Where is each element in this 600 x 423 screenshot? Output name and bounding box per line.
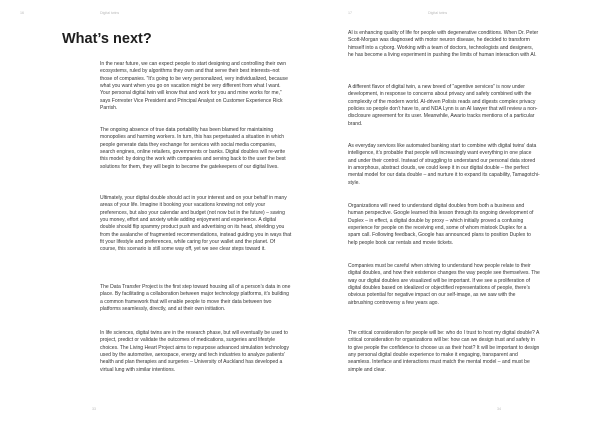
left-paragraph-3: Ultimately, your digital double should act in your interest and on your behalf in many areas of your life. Imagine it booking your vacations knowing not only your preferences, but also your calendar and budget (not now but in the future) – saving you money, effort and anxiety while adding enjoyment and experience. A digital double should flip spammy product push and advertising on its head, shielding you from the avalanche of fragmented recommendations, instead guiding you in ways that fit your lifestyle and preferences, while caring for your wallet and the planet. Of course, this scenario is still some way off, yet we see clear steps toward it.: [100, 195, 292, 253]
page-title: What’s next?: [62, 31, 152, 47]
left-paragraph-4: The Data Transfer Project is the first step toward housing all of a person’s data in one place. By facilitating a collaboration between major technology platforms, it’s building a common framework that will enable people to move their data between two platforms seamlessly, directly, and at their own initiation.: [100, 284, 291, 313]
right-paragraph-6: The critical consideration for people will be: who do I trust to host my digital double? A critical consideration for organizations will be: how can we design trust and safety in to give people the confidence to choose us as their host? It will be important to design any personal digital double experience to make it engaging, transparent and seamless. Interface and interactions must match the mental model – and must be simple and clear.: [348, 330, 540, 373]
left-paragraph-5: In life sciences, digital twins are in the research phase, but will eventually be used to project, predict or validate the outcomes of medications, surgeries and lifestyle choices. The Living Heart Project aims to repurpose advanced simulation technology used by the automotive, aerospace, energy and tech industries to analyze patients’ health and plan therapies and surgeries – University of Auckland has developed a virtual lung with similar intentions.: [100, 330, 289, 373]
left-running-head: Digital twins: [100, 11, 120, 15]
right-running-head: Digital twins: [428, 11, 448, 15]
right-paragraph-2: A different flavor of digital twin, a new breed of “agentive services” is now under development, in response to concerns about privacy and safety combined with the complexity of the modern world. AI-driven Polisis reads and digests complex privacy policies so people don’t have to, and NDA Lynn is an AI lawyer that will review a non-disclosure agreement for its user. Meanwhile, Awario tracks mentions of a particular brand.: [348, 84, 538, 127]
left-paragraph-2: The ongoing absence of true data portability has been blamed for maintaining monopolies and harming workers. In turn, this has perpetuated a situation in which people generate data they exchange for services with social media companies, search engines, online retailers, governments or banks. Digital doubles will re-write this model: by doing the work with companies and serving back to the user the best solutions for them, they will begin to become the gatekeepers of our digital lives.: [100, 127, 286, 170]
right-footer-number: 34: [497, 407, 501, 411]
right-paragraph-3: As everyday services like automated banking start to combine with digital twins’ data intelligence, it’s probable that people will increasingly want everything in one place and under their control. Instead of struggling to understand our personal data stored in amorphous, abstract clouds, we could keep it in our digital double – the perfect mental model for our data double – and nurture it to expand its capability, Tamagotchi-style.: [348, 143, 540, 186]
right-paragraph-4: Organizations will need to understand digital doubles from both a business and human perspective. Google learned this lesson through its ongoing development of Duplex – in effect, a digital double by proxy – which initially proved a confusing experience for people on the receiving end, some of whom mistook Duplex for a spam call. Following feedback, Google has announced plans to position Duplex to help people book car rentals and movie tickets.: [348, 203, 534, 246]
right-paragraph-1: AI is enhancing quality of life for people with degenerative conditions. When Dr. Peter Scott-Morgan was diagnosed with motor neuron disease, he decided to transform himself into a cyborg. Working with a team of doctors, technologists and designers, he has become a living experiment in pushing the limits of human interaction with AI.: [348, 30, 539, 59]
right-page-number: 17: [348, 11, 352, 15]
left-footer-number: 33: [92, 407, 96, 411]
right-paragraph-5: Companies must be careful when striving to understand how people relate to their digital doubles, and how their existence changes the way people see themselves. The way our digital doubles are visualized will be important. If we see a proliferation of digital doubles based on idealized or objectified representations of people, there’s obvious potential for negative impact on our self-image, as we saw with the airbrushing controversy a few years ago.: [348, 263, 540, 306]
left-paragraph-1: In the near future, we can expect people to start designing and controlling their own ecosystems, ruled by algorithms they own and that serve their best interests–not those of companies. “It’s going to be very personalized, very individualized, because what you want when you go on vacation might be very different from what I want. Your personal digital twin will know that and work for you and mine works for me,” says Forrester Vice President and Principal Analyst on Customer Experience Rick Parrish.: [100, 61, 288, 112]
left-page-number: 16: [20, 11, 24, 15]
